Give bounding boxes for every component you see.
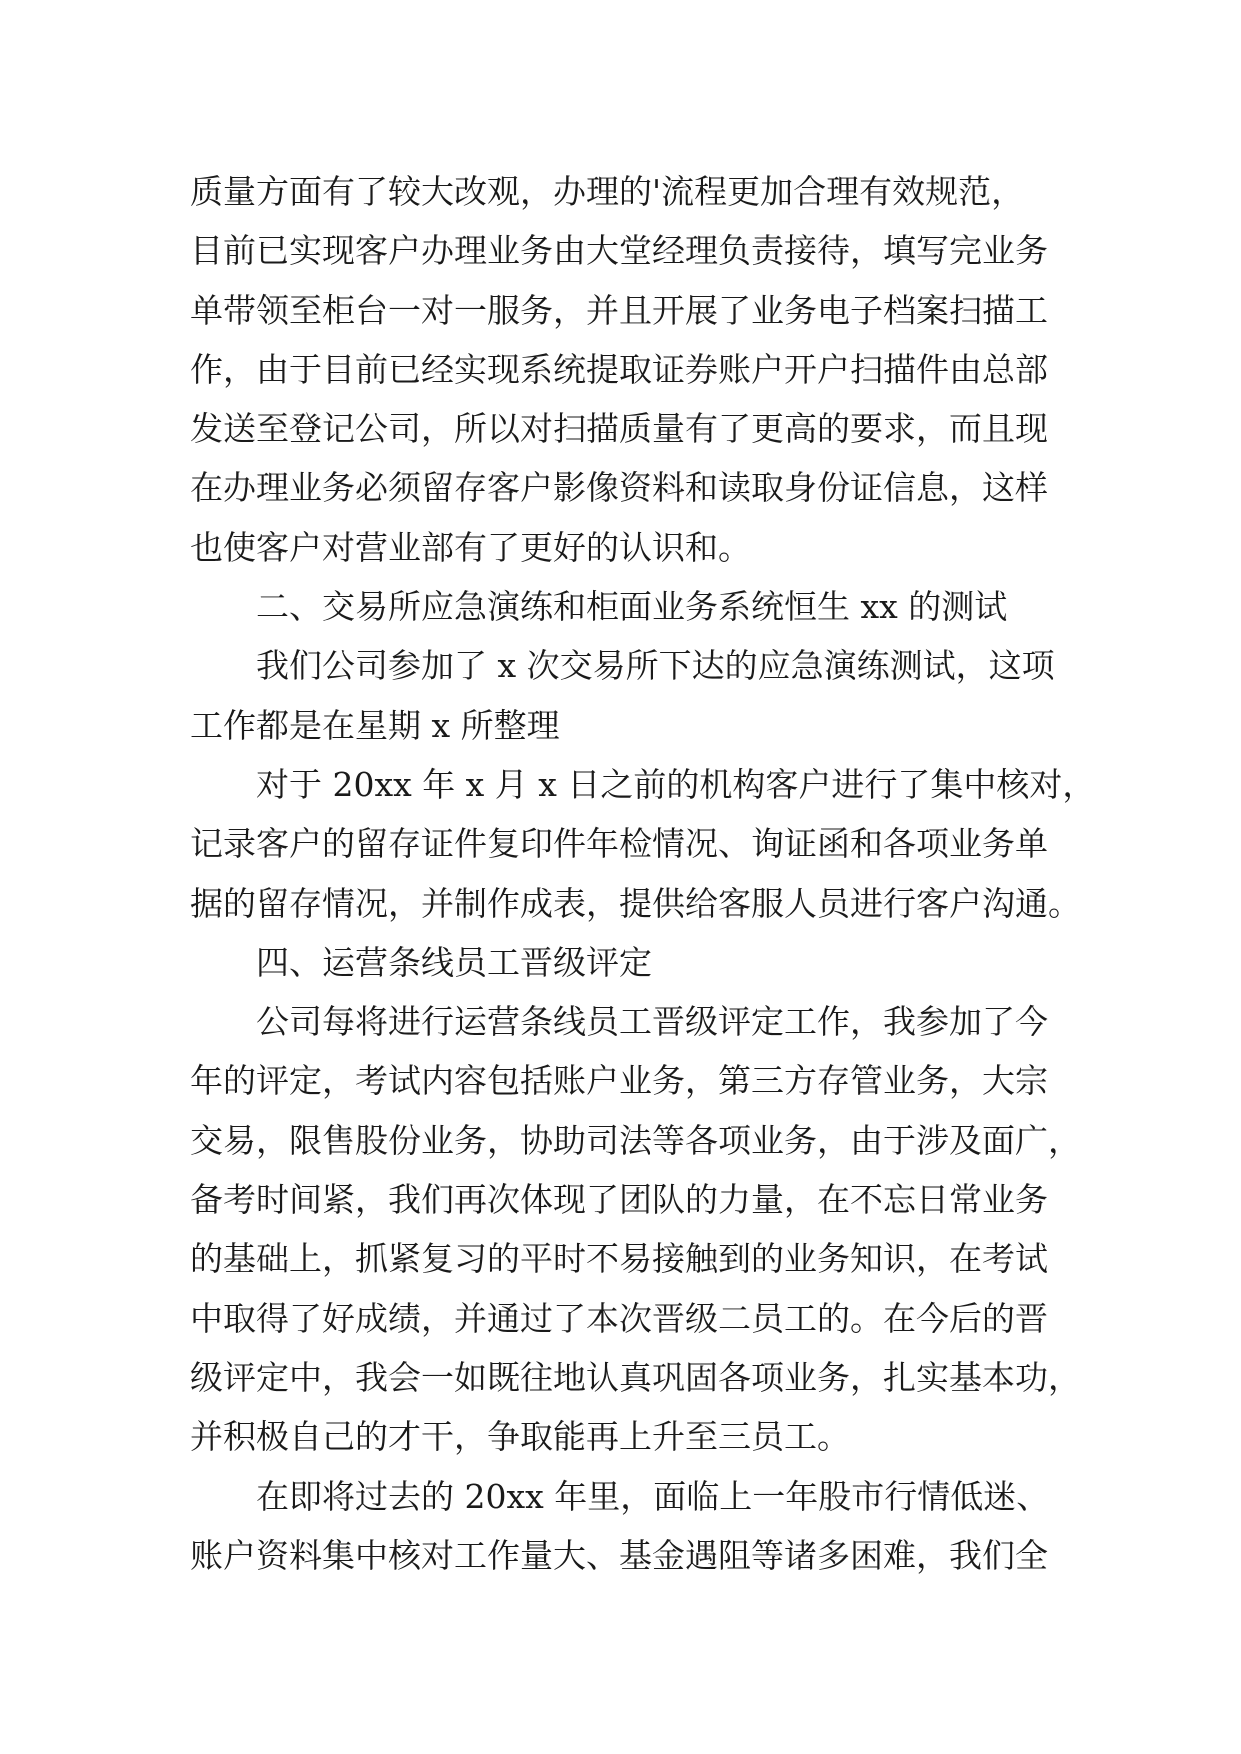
text-line: 备考时间紧，我们再次体现了团队的力量，在不忘日常业务 — [190, 1180, 1048, 1220]
paragraph-first-line: 我们公司参加了 x 次交易所下达的应急演练测试，这项 — [256, 646, 1055, 686]
text-line: 质量方面有了较大改观，办理的'流程更加合理有效规范， — [190, 172, 1025, 211]
text-line: 目前已实现客户办理业务由大堂经理负责接待，填写完业务 — [190, 231, 1048, 271]
text-line: 记录客户的留存证件复印件年检情况、询证函和各项业务单 — [190, 824, 1048, 864]
paragraph-first-line: 二、交易所应急演练和柜面业务系统恒生 xx 的测试 — [256, 587, 1008, 627]
text-line: 单带领至柜台一对一服务，并且开展了业务电子档案扫描工 — [190, 290, 1048, 330]
text-line: 工作都是在星期 x 所整理 — [190, 705, 560, 745]
text-line: 作，由于目前已经实现系统提取证券账户开户扫描件由总部 — [190, 349, 1048, 389]
text-line: 级评定中，我会一如既往地认真巩固各项业务，扎实基本功， — [190, 1357, 1081, 1397]
paragraph-first-line: 对于 20xx 年 x 月 x 日之前的机构客户进行了集中核对， — [256, 764, 1096, 804]
paragraph-first-line: 公司每将进行运营条线员工晋级评定工作，我参加了今 — [256, 1002, 1048, 1042]
paragraph-first-line: 四、运营条线员工晋级评定 — [256, 942, 652, 982]
text-line: 并积极自己的才干，争取能再上升至三员工。 — [190, 1417, 850, 1457]
text-line: 据的留存情况，并制作成表，提供给客服人员进行客户沟通。 — [190, 883, 1081, 923]
text-line: 发送至登记公司，所以对扫描质量有了更高的要求，而且现 — [190, 409, 1048, 449]
document-body — [190, 162, 1096, 1585]
text-line: 在办理业务必须留存客户影像资料和读取身份证信息，这样 — [190, 468, 1048, 508]
text-line: 账户资料集中核对工作量大、基金遇阻等诸多困难，我们全 — [190, 1535, 1048, 1575]
text-line: 中取得了好成绩，并通过了本次晋级二员工的。在今后的晋 — [190, 1298, 1048, 1338]
text-line: 年的评定，考试内容包括账户业务，第三方存管业务，大宗 — [190, 1061, 1048, 1101]
text-line: 也使客户对营业部有了更好的认识和。 — [190, 527, 751, 567]
text-line: 交易，限售股份业务，协助司法等各项业务，由于涉及面广， — [190, 1120, 1081, 1160]
paragraph-first-line: 在即将过去的 20xx 年里，面临上一年股市行情低迷、 — [256, 1476, 1050, 1516]
text-line: 的基础上，抓紧复习的平时不易接触到的业务知识，在考试 — [190, 1239, 1048, 1279]
